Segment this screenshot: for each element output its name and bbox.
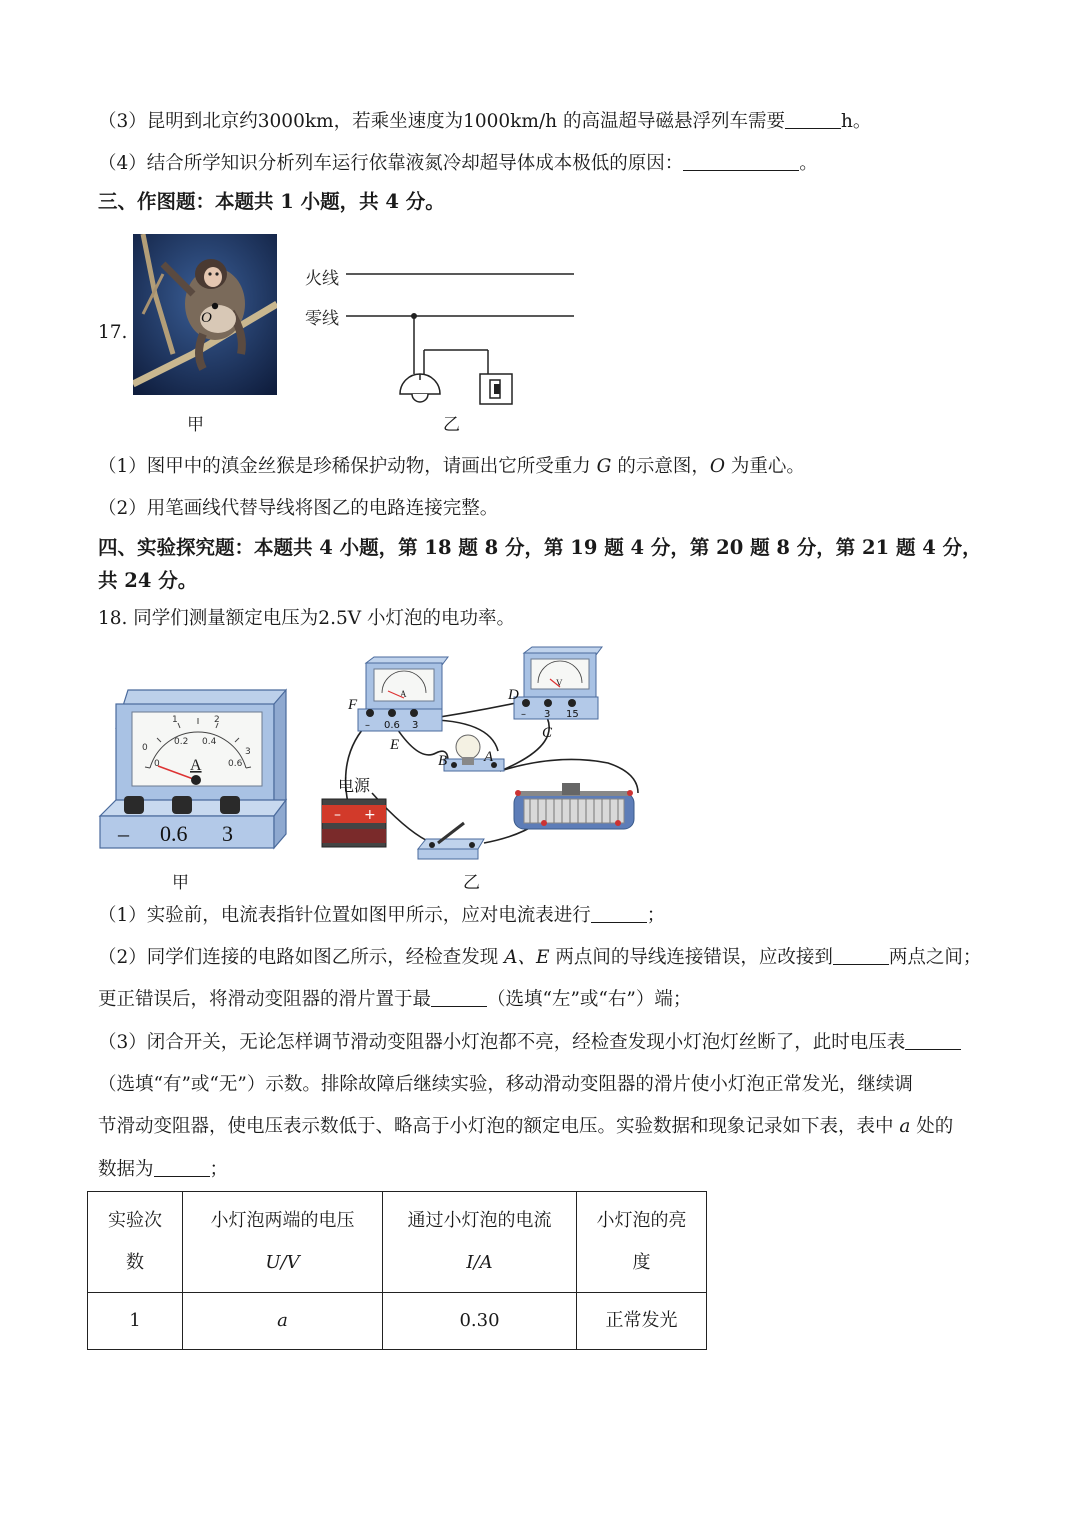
voltmeter-small-term-neg: –: [521, 709, 526, 720]
points-ae: A、E: [504, 947, 550, 968]
fig18-jia-caption: 甲: [172, 873, 189, 893]
household-circuit-diagram: [300, 262, 590, 412]
label-b: B: [438, 753, 448, 769]
terminal-negative: –: [118, 821, 129, 846]
fig17-yi-caption: 乙: [443, 415, 460, 435]
answer-blank[interactable]: [833, 946, 889, 965]
ammeter-small-term-06: 0.6: [384, 720, 400, 731]
power-label: 电源: [338, 776, 371, 795]
scale-top-0: 0: [142, 743, 148, 753]
label-a: A: [484, 749, 494, 765]
neutral-wire-label: 零线: [305, 309, 339, 329]
section4-title-line1: 四、实验探究题：本题共 4 小题，第 18 题 8 分，第 19 题 4 分，第 20 题 8 分，第 21 题 4 分，: [98, 536, 982, 559]
experiment-circuit-figure: [318, 643, 648, 863]
table-header-cell: [88, 1192, 183, 1293]
q18-part3-line1: [98, 1030, 961, 1056]
scale-bottom-2: 0.4: [202, 737, 217, 747]
battery-positive: +: [364, 807, 376, 823]
scale-top-2: 2: [214, 715, 220, 725]
ammeter-small-letter: A: [400, 689, 407, 699]
live-wire-label: 火线: [305, 269, 339, 289]
table-header-cell: [183, 1192, 383, 1293]
symbol-o: O: [709, 456, 725, 477]
table-header-cell: [577, 1192, 707, 1293]
header-text: 实验次: [108, 1210, 162, 1231]
voltmeter-small-term-3: 3: [544, 709, 551, 720]
q17-part1-text: （1）图甲中的滇金丝猴是珍稀保护动物，请画出它所受重力: [98, 456, 597, 477]
point-o-label: O: [201, 310, 212, 326]
q18-part3-line2: （选填“有”或“无”）示数。排除故障后继续实验，移动滑动变阻器的滑片使小灯泡正常发光，继续调: [98, 1074, 913, 1095]
header-text: 度: [632, 1252, 651, 1273]
battery-negative: –: [334, 807, 341, 823]
label-e: E: [390, 737, 400, 753]
scale-bottom-3: 0.6: [228, 759, 243, 769]
label-f: F: [348, 697, 358, 713]
q18-stem: 18. 同学们测量额定电压为2.5V 小灯泡的电功率。: [98, 608, 515, 629]
label-c: C: [542, 725, 553, 741]
experiment-data-table: [87, 1191, 707, 1350]
fig17-jia-caption: 甲: [187, 415, 204, 435]
answer-blank[interactable]: [591, 904, 647, 923]
table-cell: a: [183, 1293, 383, 1350]
q18-part2-line1: [98, 945, 981, 971]
table-cell: 0.30: [383, 1293, 577, 1350]
q18-part3-line4-text: 数据为: [98, 1159, 154, 1180]
terminal-0-6: 0.6: [160, 821, 188, 846]
q18-part2-line2-end: （选填“左”或“右”）端；: [487, 989, 692, 1010]
q18-part2-line2: [98, 987, 691, 1013]
fig18-yi-caption: 乙: [463, 873, 480, 893]
q18-part3-line3-text: 节滑动变阻器，使电压表示数低于、略高于小灯泡的额定电压。实验数据和现象记录如下表，表中: [98, 1116, 900, 1137]
scale-top-1: 1: [172, 715, 178, 725]
answer-blank[interactable]: [154, 1158, 210, 1177]
table-row: [88, 1293, 707, 1350]
header-text: 小灯泡的亮: [596, 1210, 687, 1231]
header-text: 通过小灯泡的电流: [407, 1210, 552, 1231]
voltmeter-small-term-15: 15: [566, 709, 579, 720]
center-of-gravity-dot: [212, 303, 218, 309]
q17-part1: [98, 454, 805, 480]
ammeter-small-term-3: 3: [412, 720, 419, 731]
answer-blank[interactable]: [431, 988, 487, 1007]
q16-part3: [98, 109, 871, 135]
q18-part1: [98, 903, 665, 929]
answer-blank[interactable]: [905, 1031, 961, 1050]
var-a: a: [899, 1116, 911, 1137]
monkey-photo: [133, 234, 277, 395]
header-unit: I/A: [466, 1252, 493, 1273]
q18-part1-text: （1）实验前，电流表指针位置如图甲所示，应对电流表进行: [98, 905, 591, 926]
table-header-row: [88, 1192, 707, 1293]
q18-part3-line3: [98, 1114, 953, 1140]
q17-number: 17.: [98, 322, 128, 343]
q18-part3-line3-end: 处的: [910, 1116, 954, 1137]
q17-part1-mid: 的示意图，: [611, 456, 710, 477]
q18-part2-line2-text: 更正错误后，将滑动变阻器的滑片置于最: [98, 989, 432, 1010]
answer-blank[interactable]: [785, 110, 841, 129]
ammeter-small-term-neg: –: [365, 720, 370, 731]
header-text: 小灯泡两端的电压: [210, 1210, 355, 1231]
section4-title-line2: 共 24 分。: [98, 569, 198, 592]
table-cell: 正常发光: [577, 1293, 707, 1350]
q17-part2: （2）用笔画线代替导线将图乙的电路连接完整。: [98, 498, 499, 519]
q18-part2-mid: 两点间的导线连接错误，应改接到: [549, 947, 833, 968]
header-unit: U/V: [265, 1252, 300, 1273]
q16-part4-end: 。: [799, 153, 818, 174]
q18-part3-line4-end: ；: [209, 1159, 229, 1180]
q16-part4: [98, 151, 818, 177]
q16-part4-text: （4）结合所学知识分析列车运行依靠液氮冷却超导体成本极低的原因：: [98, 153, 684, 174]
table-cell: 1: [88, 1293, 183, 1350]
terminal-3: 3: [222, 821, 233, 846]
voltmeter-small-letter: V: [556, 678, 563, 688]
scale-top-3: 3: [245, 747, 251, 757]
table-header-cell: [383, 1192, 577, 1293]
scale-bottom-0: 0: [154, 759, 160, 769]
ammeter-figure: [98, 688, 290, 850]
answer-blank[interactable]: [683, 152, 799, 171]
label-d: D: [508, 687, 519, 703]
q18-part1-end: ；: [646, 905, 666, 926]
scale-bottom-1: 0.2: [174, 737, 189, 747]
ammeter-letter: A: [190, 757, 202, 774]
q16-part3-unit: h。: [840, 111, 872, 132]
q16-part3-text: （3）昆明到北京约3000km，若乘坐速度为1000km/h 的高温超导磁悬浮列车需要: [98, 111, 785, 132]
section3-title: 三、作图题：本题共 1 小题，共 4 分。: [98, 190, 445, 213]
symbol-g: G: [596, 456, 612, 477]
q18-part3-line1-text: （3）闭合开关，无论怎样调节滑动变阻器小灯泡都不亮，经检查发现小灯泡灯丝断了，此时电压表: [98, 1032, 906, 1053]
q18-part2-end: 两点之间；: [888, 947, 982, 968]
header-text: 数: [126, 1252, 144, 1273]
q17-part1-end: 为重心。: [725, 456, 805, 477]
q18-part2-text: （2）同学们连接的电路如图乙所示，经检查发现: [98, 947, 505, 968]
q18-part3-line4: [98, 1157, 228, 1183]
